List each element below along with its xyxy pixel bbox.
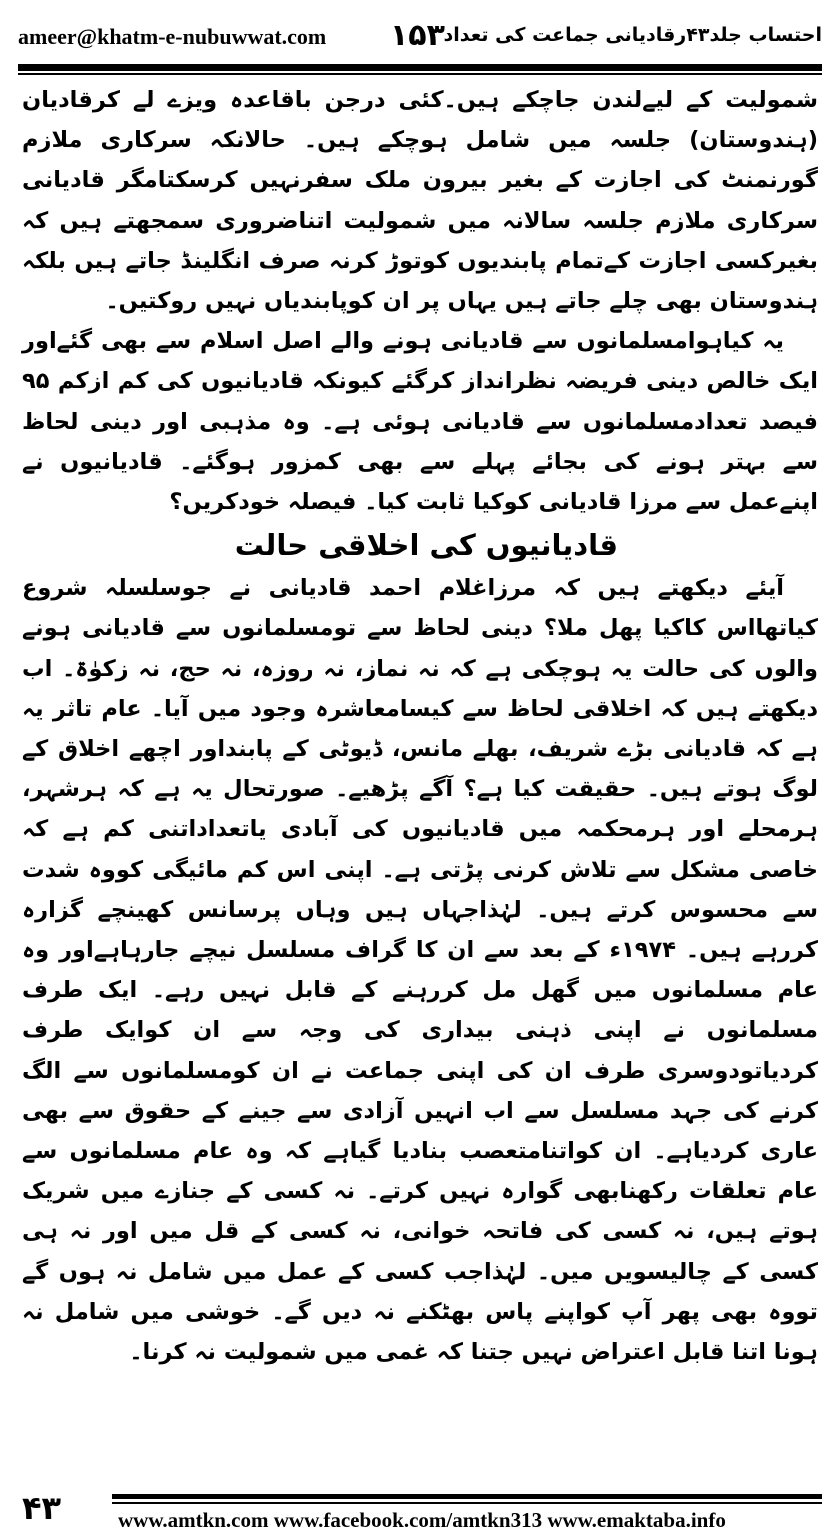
footer-links: www.amtkn.com www.facebook.com/amtkn313 www.emaktaba.info (118, 1508, 726, 1532)
footer-rule-thin (112, 1502, 822, 1504)
paragraph-1: شمولیت کے لیےلندن جاچکے ہیں۔کئی درجن باقاعدہ ویزے لے کرقادیان (ہندوستان) جلسہ میں شامل ہوچکے ہیں۔ حالانکہ سرکاری ملازم گورنمنٹ کی اجازت کے بغیر بیرون ملک سفرنہیں کرسکتامگر قادیانی سرکاری ملازم جلسہ سالانہ میں شمولیت اتناضروری سمجھتے ہیں کہ بغیرکسی اجازت کےتمام پابندیوں کوتوڑ کرنہ صرف انگلینڈ جاتے ہیں بلکہ ہندوستان بھی چلے جاتے ہیں یہاں پر ان کوپابندیاں نہیں روکتیں۔ (22, 87, 818, 315)
header-title: احتساب جلد۴۳رقادیانی جماعت کی تعداد (443, 24, 822, 46)
header-rule-thin (18, 73, 822, 75)
header-email: ameer@khatm-e-nubuwwat.com (18, 24, 327, 49)
footer-page-number: ۴۳ (22, 1489, 62, 1527)
section-heading: قادیانیوں کی اخلاقی حالت (234, 528, 618, 563)
page-footer (22, 1488, 822, 1532)
paragraph-2: یہ کیاہوامسلمانوں سے قادیانی ہونے والے اصل اسلام سے بھی گئےاور ایک خالص دینی فریضہ نظرانداز کرگئے کیونکہ قادیانیوں کی کم ازکم ۹۵ فیصد تعدادمسلمانوں سے قادیانی ہوئی ہے۔ وہ مذہبی اور دینی لحاظ سے بہتر ہونے کی بجائے پہلے سے بھی کمزور ہوگئے۔ قادیانیوں نے اپنےعمل سے مرزا قادیانی کوکیا ثابت کیا۔ فیصلہ خودکریں؟ (22, 328, 818, 516)
header-rule-thick (18, 64, 822, 71)
header-page-number: ۱۵۳ (390, 18, 445, 53)
paragraph-3: آیئے دیکھتے ہیں کہ مرزاغلام احمد قادیانی نے جوسلسلہ شروع کیاتھااس کاکیا پھل ملا؟ دینی لحاظ سے تومسلمانوں سے قادیانی ہونے والوں کی حالت یہ ہوچکی ہے کہ نہ نماز، نہ روزہ، نہ حج، نہ زکوٰۃ۔ اب دیکھتے ہیں کہ اخلاقی لحاظ سے کیسامعاشرہ وجود میں آیا۔ عام تاثر یہ ہے کہ قادیانی بڑے شریف، بھلے مانس، ڈیوٹی کے پابنداور اچھے اخلاق کے لوگ ہوتے ہیں۔ حقیقت کیا ہے؟ آگے پڑھیے۔ صورتحال یہ ہے کہ ہرشہر، ہرمحلے اور ہرمحکمہ میں قادیانیوں کی آبادی یاتعداداتنی کم ہے کہ خاصی مشکل سے تلاش کرنی پڑتی ہے۔ اپنی اس کم مائیگی کووہ شدت سے محسوس کرتے ہیں۔ لہٰذاجہاں ہیں وہاں پرسانس کھینچے گزارہ کررہے ہیں۔ ۱۹۷۴ء کے بعد سے ان کا گراف مسلسل نیچے جارہاہےاور وہ عام مسلمانوں میں گھل مل کررہنے کے قابل نہیں رہے۔ ایک طرف مسلمانوں نے اپنی ذہنی بیداری کی وجہ سے ان کوایک طرف کردیاتودوسری طرف ان کی اپنی جماعت نے ان کومسلمانوں سے الگ کرنے کی جہد مسلسل سے اب انہیں آزادی سے جینے کے حقوق سے بھی عاری کردیاہے۔ ان کواتنامتعصب بنادیا گیاہے کہ وہ عام مسلمانوں سے عام تعلقات رکھنابھی گوارہ نہیں کرتے۔ نہ کسی کے جنازے میں شریک ہوتے ہیں، نہ کسی کی فاتحہ خوانی، نہ کسی کے قل میں اور نہ ہی کسی کے چالیسویں میں۔ لہٰذاجب کسی کے عمل میں شامل نہ ہوں گے تووہ بھی پھر آپ کواپنے پاس بھٹکنے نہ دیں گے۔ خوشی میں شامل نہ ہونا اتنا قابل اعتراض نہیں جتنا کہ غمی میں شمولیت نہ کرنا۔ (22, 575, 818, 1366)
page-header (18, 18, 822, 56)
footer-rule-thick (112, 1494, 822, 1499)
page-body (22, 80, 818, 1372)
